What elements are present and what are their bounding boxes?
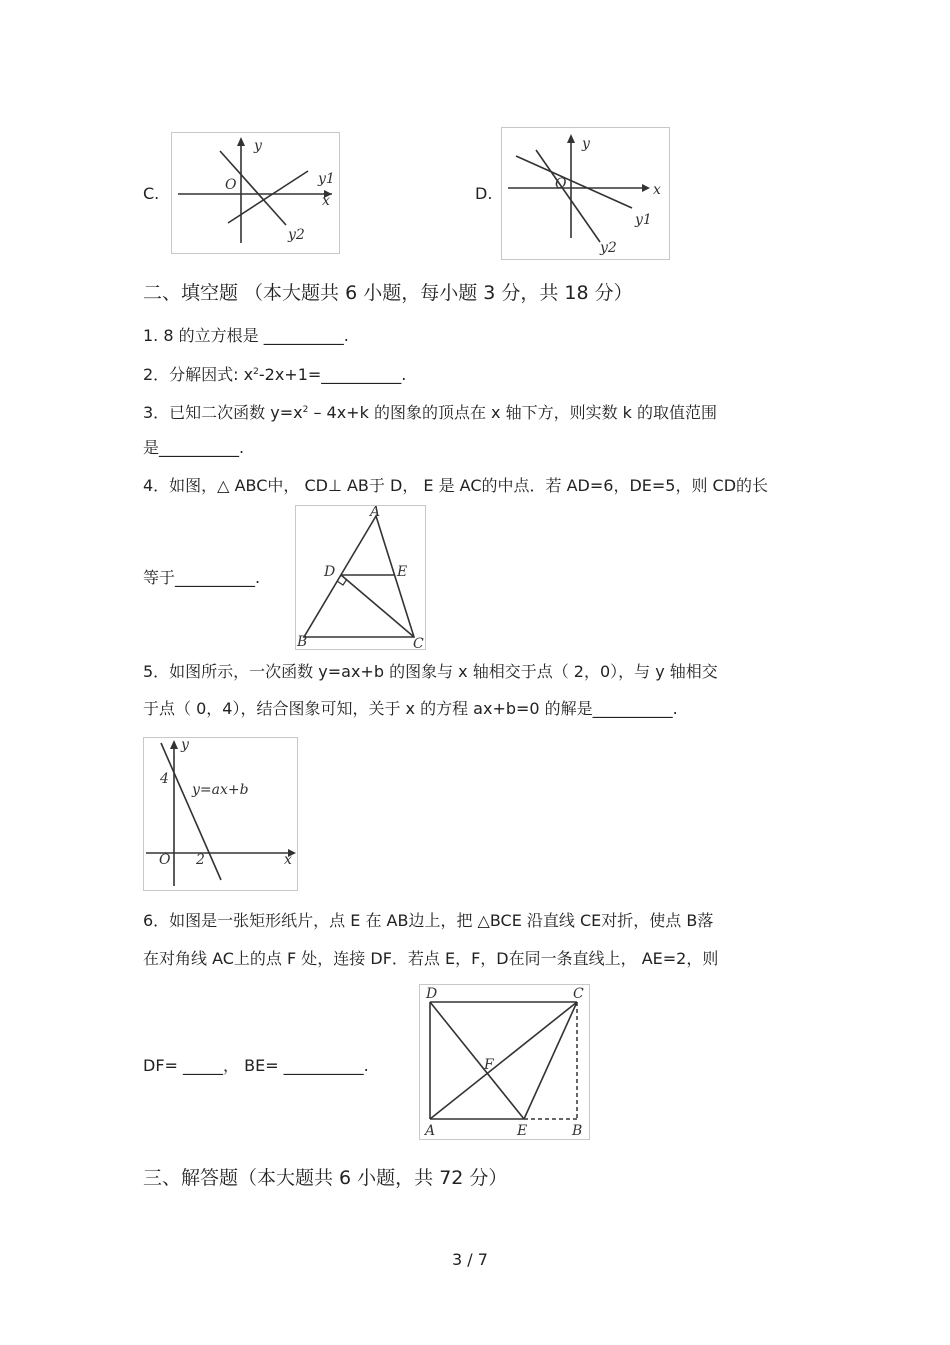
segment-cd (341, 575, 414, 637)
question-3-pre: 3．已知二次函数 y=x (143, 403, 303, 422)
fig4-label-d: D (324, 564, 336, 580)
fig5-x-intercept-label: 2 (196, 852, 205, 868)
question-2-pre: 2．分解因式: x (143, 365, 254, 384)
question-5-line-2: 于点（ 0，4），结合图象可知，关于 x 的方程 ax+b=0 的解是__________. (143, 699, 678, 718)
fig-d-y-label: y (582, 136, 590, 152)
question-5-line-1: 5．如图所示，一次函数 y=ax+b 的图象与 x 轴相交于点（ 2，0），与 y 轴相交 (143, 662, 718, 681)
fig5-x-label: x (284, 852, 292, 868)
figure-option-d (501, 127, 670, 260)
diagonal-ac (430, 1002, 577, 1119)
fig-c-origin-label: O (225, 177, 237, 193)
fig4-label-a: A (370, 506, 381, 520)
question-6-line-1: 6．如图是一张矩形纸片，点 E 在 AB边上，把 △BCE 沿直线 CE对折，使点 B落 (143, 911, 714, 930)
fig6-label-a: A (425, 1123, 436, 1139)
question-6-line-3: DF= _____， BE= __________. (143, 1056, 369, 1075)
line-y2 (536, 150, 600, 242)
segment-de (430, 1002, 524, 1119)
line-y1 (228, 171, 308, 223)
fig-d-y1-label: y1 (635, 212, 652, 228)
fig-d-origin-label: O (555, 176, 567, 192)
option-d-label: D. (475, 184, 493, 203)
fig5-y-label: y (181, 738, 189, 753)
line-y1 (516, 156, 632, 208)
question-3-post: – 4x+k 的图象的顶点在 x 轴下方，则实数 k 的取值范围 (308, 403, 718, 422)
fig-c-y-label: y (254, 138, 262, 154)
section-3-heading: 三、解答题（本大题共 6 小题，共 72 分） (143, 1167, 508, 1189)
figure-option-c (171, 132, 340, 254)
y-axis-arrow (170, 740, 178, 749)
segment-ec (524, 1002, 577, 1119)
x-axis-arrow (642, 184, 650, 192)
fig5-origin-label: O (159, 852, 171, 868)
fig-d-y2-label: y2 (600, 240, 617, 256)
fig5-equation-label: y=ax+b (192, 782, 249, 798)
fig6-label-b: B (572, 1123, 583, 1139)
page-number: 3 / 7 (452, 1250, 488, 1269)
fig5-y-intercept-label: 4 (160, 771, 169, 787)
question-3-sup: 2 (302, 405, 309, 415)
question-1: 1. 8 的立方根是 __________. (143, 326, 349, 345)
fig-c-x-label: x (322, 193, 330, 209)
section-2-heading: 二、填空题 （本大题共 6 小题，每小题 3 分，共 18 分） (143, 282, 633, 304)
fig-c-y1-label: y1 (318, 171, 335, 187)
y-axis-arrow (237, 137, 245, 146)
question-3-line-1 (143, 400, 717, 423)
question-2 (143, 362, 406, 385)
fig6-label-f: F (484, 1057, 494, 1073)
figure-question-6 (419, 984, 590, 1140)
y-axis-arrow (567, 134, 575, 143)
question-4-line-2: 等于__________. (143, 568, 261, 587)
fig6-label-e: E (517, 1123, 528, 1139)
fig4-label-e: E (397, 564, 408, 580)
fig-d-x-label: x (653, 182, 661, 198)
question-3-line-2: 是__________. (143, 438, 245, 457)
fig4-label-c: C (413, 636, 424, 649)
fig-c-y2-label: y2 (288, 227, 305, 243)
option-c-label: C. (143, 184, 160, 203)
question-2-post: -2x+1=__________. (258, 365, 407, 384)
figure-question-5 (143, 737, 298, 891)
fig4-label-b: B (297, 634, 308, 649)
fig6-label-c: C (573, 986, 584, 1002)
question-2-sup: 2 (253, 367, 259, 377)
question-6-line-2: 在对角线 AC上的点 F 处，连接 DF．若点 E，F，D在同一条直线上， AE=2，则 (143, 949, 719, 968)
figure-question-4 (295, 505, 426, 650)
question-4-line-1: 4．如图，△ ABC中， CD⊥ AB于 D， E 是 AC的中点．若 AD=6，DE=5，则 CD的长 (143, 476, 769, 495)
fig6-label-d: D (426, 986, 438, 1002)
